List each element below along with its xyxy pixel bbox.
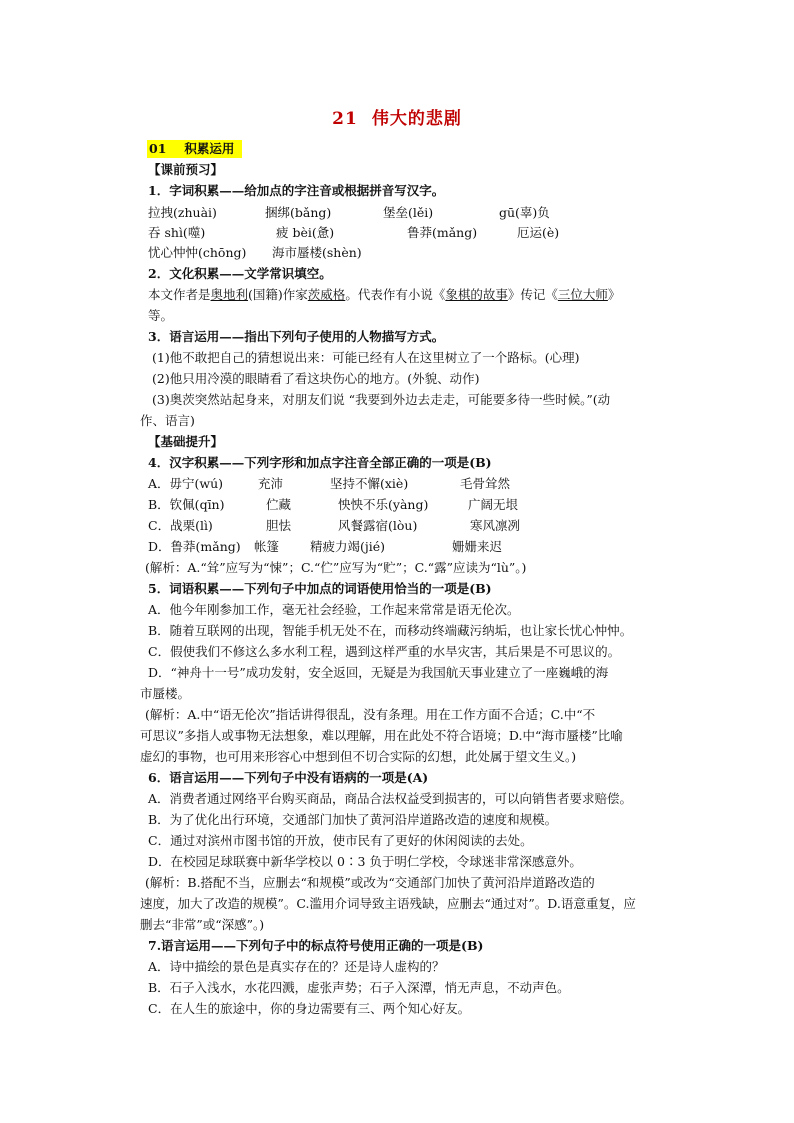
text-line: C．通过对滨州市图书馆的开放，使市民有了更好的休闲阅读的去处。 xyxy=(148,833,533,848)
text-line: B．为了优化出行环境，交通部门加快了黄河沿岸道路改造的速度和规模。 xyxy=(148,812,558,827)
option-row-a xyxy=(148,474,688,494)
text-line: 速度，加大了改造的规模”。C.滥用介词导致主语残缺，应删去“通过对”。D.语意重复，应 xyxy=(140,896,636,911)
vocab-item: 疲 bèi(惫) xyxy=(276,225,335,240)
section-label: 积累运用 xyxy=(184,141,235,156)
text-line: 删去“非常”或“深感”。) xyxy=(140,917,265,932)
vocab-item: 捆绑(bǎng) xyxy=(265,205,332,220)
text-line: B．随着互联网的出现，智能手机无处不在，而移动终端藏污纳垢，也让家长忧心忡忡。 xyxy=(148,623,633,638)
option-item: 精疲力竭(jié) xyxy=(310,539,386,554)
question-1: 1．字词积累——给加点的字注音或根据拼音写汉字。 xyxy=(148,183,445,198)
vocab-item: 鲁莽(mǎng) xyxy=(407,225,478,240)
answer-biography: 三位大师 xyxy=(557,287,608,302)
text-line: (3)奥茨突然站起身来，对朋友们说 “我要到外边去走走，可能要多待一些时候。”(动 xyxy=(152,392,611,407)
option-item: 胆怯 xyxy=(266,518,292,533)
text-span: 》 xyxy=(607,287,621,302)
question-3: 3．语言运用——指出下列句子使用的人物描写方式。 xyxy=(148,329,445,344)
vocab-item: 厄运(è) xyxy=(517,225,560,240)
question-5: 5．词语积累——下列句子中加点的词语使用恰当的一项是(B) xyxy=(148,581,492,596)
option-item: 广阔无垠 xyxy=(468,497,519,512)
option-item: D．鲁莽(mǎng) xyxy=(148,539,241,554)
option-row-c xyxy=(148,516,688,536)
section-number: 01 xyxy=(149,141,167,156)
text-line: A．他今年刚参加工作，毫无社会经验，工作起来常常是语无伦次。 xyxy=(148,602,520,617)
option-row-b xyxy=(148,495,688,515)
text-line: (1)他不敢把自己的猜想说出来：可能已经有人在这里树立了一个路标。(心理) xyxy=(152,350,580,365)
option-item: 伫藏 xyxy=(266,497,292,512)
text-line: 作、语言) xyxy=(140,413,195,428)
text-line: (2)他只用冷漠的眼睛看了看这块伤心的地方。(外貌、动作) xyxy=(152,371,480,386)
option-item: 姗姗来迟 xyxy=(452,539,503,554)
vocab-item: gū(辜)负 xyxy=(499,205,550,220)
text-line: C．假使我们不修这么多水利工程，遇到这样严重的水旱灾害，其后果是不可思议的。 xyxy=(148,644,621,659)
text-line: C．在人生的旅途中，你的身边需要有三、两个知心好友。 xyxy=(148,1001,471,1016)
option-item: C．战栗(lì) xyxy=(148,518,213,533)
option-item: 怏怏不乐(yàng) xyxy=(338,497,429,512)
option-item: 毛骨耸然 xyxy=(460,476,511,491)
option-row-d xyxy=(148,537,688,557)
answer-country: 奥地利 xyxy=(210,287,249,302)
question-4: 4．汉字积累——下列字形和加点字注音全部正确的一项是(B) xyxy=(148,455,492,470)
text-line: 等。 xyxy=(148,308,174,323)
page-title xyxy=(0,104,794,129)
question-7: 7.语言运用——下列句子中的标点符号使用正确的一项是(B) xyxy=(148,938,484,953)
subsection-improve: 【基础提升】 xyxy=(148,434,224,449)
option-item: 寒风凛冽 xyxy=(470,518,521,533)
analysis-5: (解析：A.中“语无伦次”指话讲得很乱，没有条理。用在工作方面不合适；C.中“不 xyxy=(145,707,596,722)
lesson-title: 伟大的悲剧 xyxy=(371,109,462,129)
option-item: 风餐露宿(lòu) xyxy=(338,518,418,533)
vocab-row-3 xyxy=(148,243,688,263)
vocab-item: 拉拽(zhuài) xyxy=(148,205,217,220)
analysis-6: (解析：B.搭配不当，应删去“和规模”或改为“交通部门加快了黄河沿岸道路改造的 xyxy=(145,875,595,890)
answer-author: 茨威格 xyxy=(307,287,346,302)
question-6: 6．语言运用——下列句子中没有语病的一项是(A) xyxy=(148,770,429,785)
option-item: 坚持不懈(xiè) xyxy=(330,476,409,491)
vocab-item: 堡垒(lěi) xyxy=(383,205,434,220)
lesson-number: 21 xyxy=(332,109,358,129)
text-line: D．“神舟十一号”成功发射，安全返回，无疑是为我国航天事业建立了一座巍峨的海 xyxy=(148,665,609,680)
option-item: A．毋宁(wú) xyxy=(148,476,224,491)
vocab-row-2 xyxy=(148,223,688,243)
text-line: A．消费者通过网络平台购买商品，商品合法权益受到损害的，可以向销售者要求赔偿。 xyxy=(148,791,633,806)
text-span: 》传记《 xyxy=(507,287,558,302)
text-span: 。代表作有小说《 xyxy=(345,287,446,302)
analysis-4: (解析：A.“耸”应写为“悚”；C.“伫”应写为“贮”；C.“露”应读为“lù”。) xyxy=(145,560,527,575)
text-line: 可思议”多指人或事物无法想象，难以理解，用在此处不符合语境；D.中“海市蜃楼”比喻 xyxy=(140,728,623,743)
vocab-item: 忧心忡忡(chōng) xyxy=(148,245,247,260)
literature-line xyxy=(148,285,688,305)
text-line: 虚幻的事物，也可用来形容心中想到但不切合实际的幻想，此处属于望文生义。) xyxy=(140,749,577,764)
option-item: 帐篷 xyxy=(254,539,280,554)
text-line: 市蜃楼。 xyxy=(140,686,191,701)
text-line: A．诗中描绘的景色是真实存在的？还是诗人虚构的？ xyxy=(148,959,445,974)
option-item: 充沛 xyxy=(258,476,284,491)
answer-novel: 象棋的故事 xyxy=(445,287,508,302)
vocab-row-1 xyxy=(148,203,688,223)
text-line: B．石子入浅水，水花四溅，虚张声势；石子入深潭，悄无声息，不动声色。 xyxy=(148,980,570,995)
text-line: D．在校园足球联赛中新华学校以 0∶3 负于明仁学校，令球迷非常深感意外。 xyxy=(148,854,582,869)
vocab-item: 吞 shì(噬) xyxy=(148,225,206,240)
section-heading xyxy=(147,140,242,158)
text-span: 本文作者是 xyxy=(148,287,211,302)
subsection-preview: 【课前预习】 xyxy=(148,162,224,177)
text-span: (国籍)作家 xyxy=(248,287,308,302)
option-item: B．钦佩(qīn) xyxy=(148,497,225,512)
question-2: 2．文化积累——文学常识填空。 xyxy=(148,266,332,281)
vocab-item: 海市蜃楼(shèn) xyxy=(272,245,362,260)
